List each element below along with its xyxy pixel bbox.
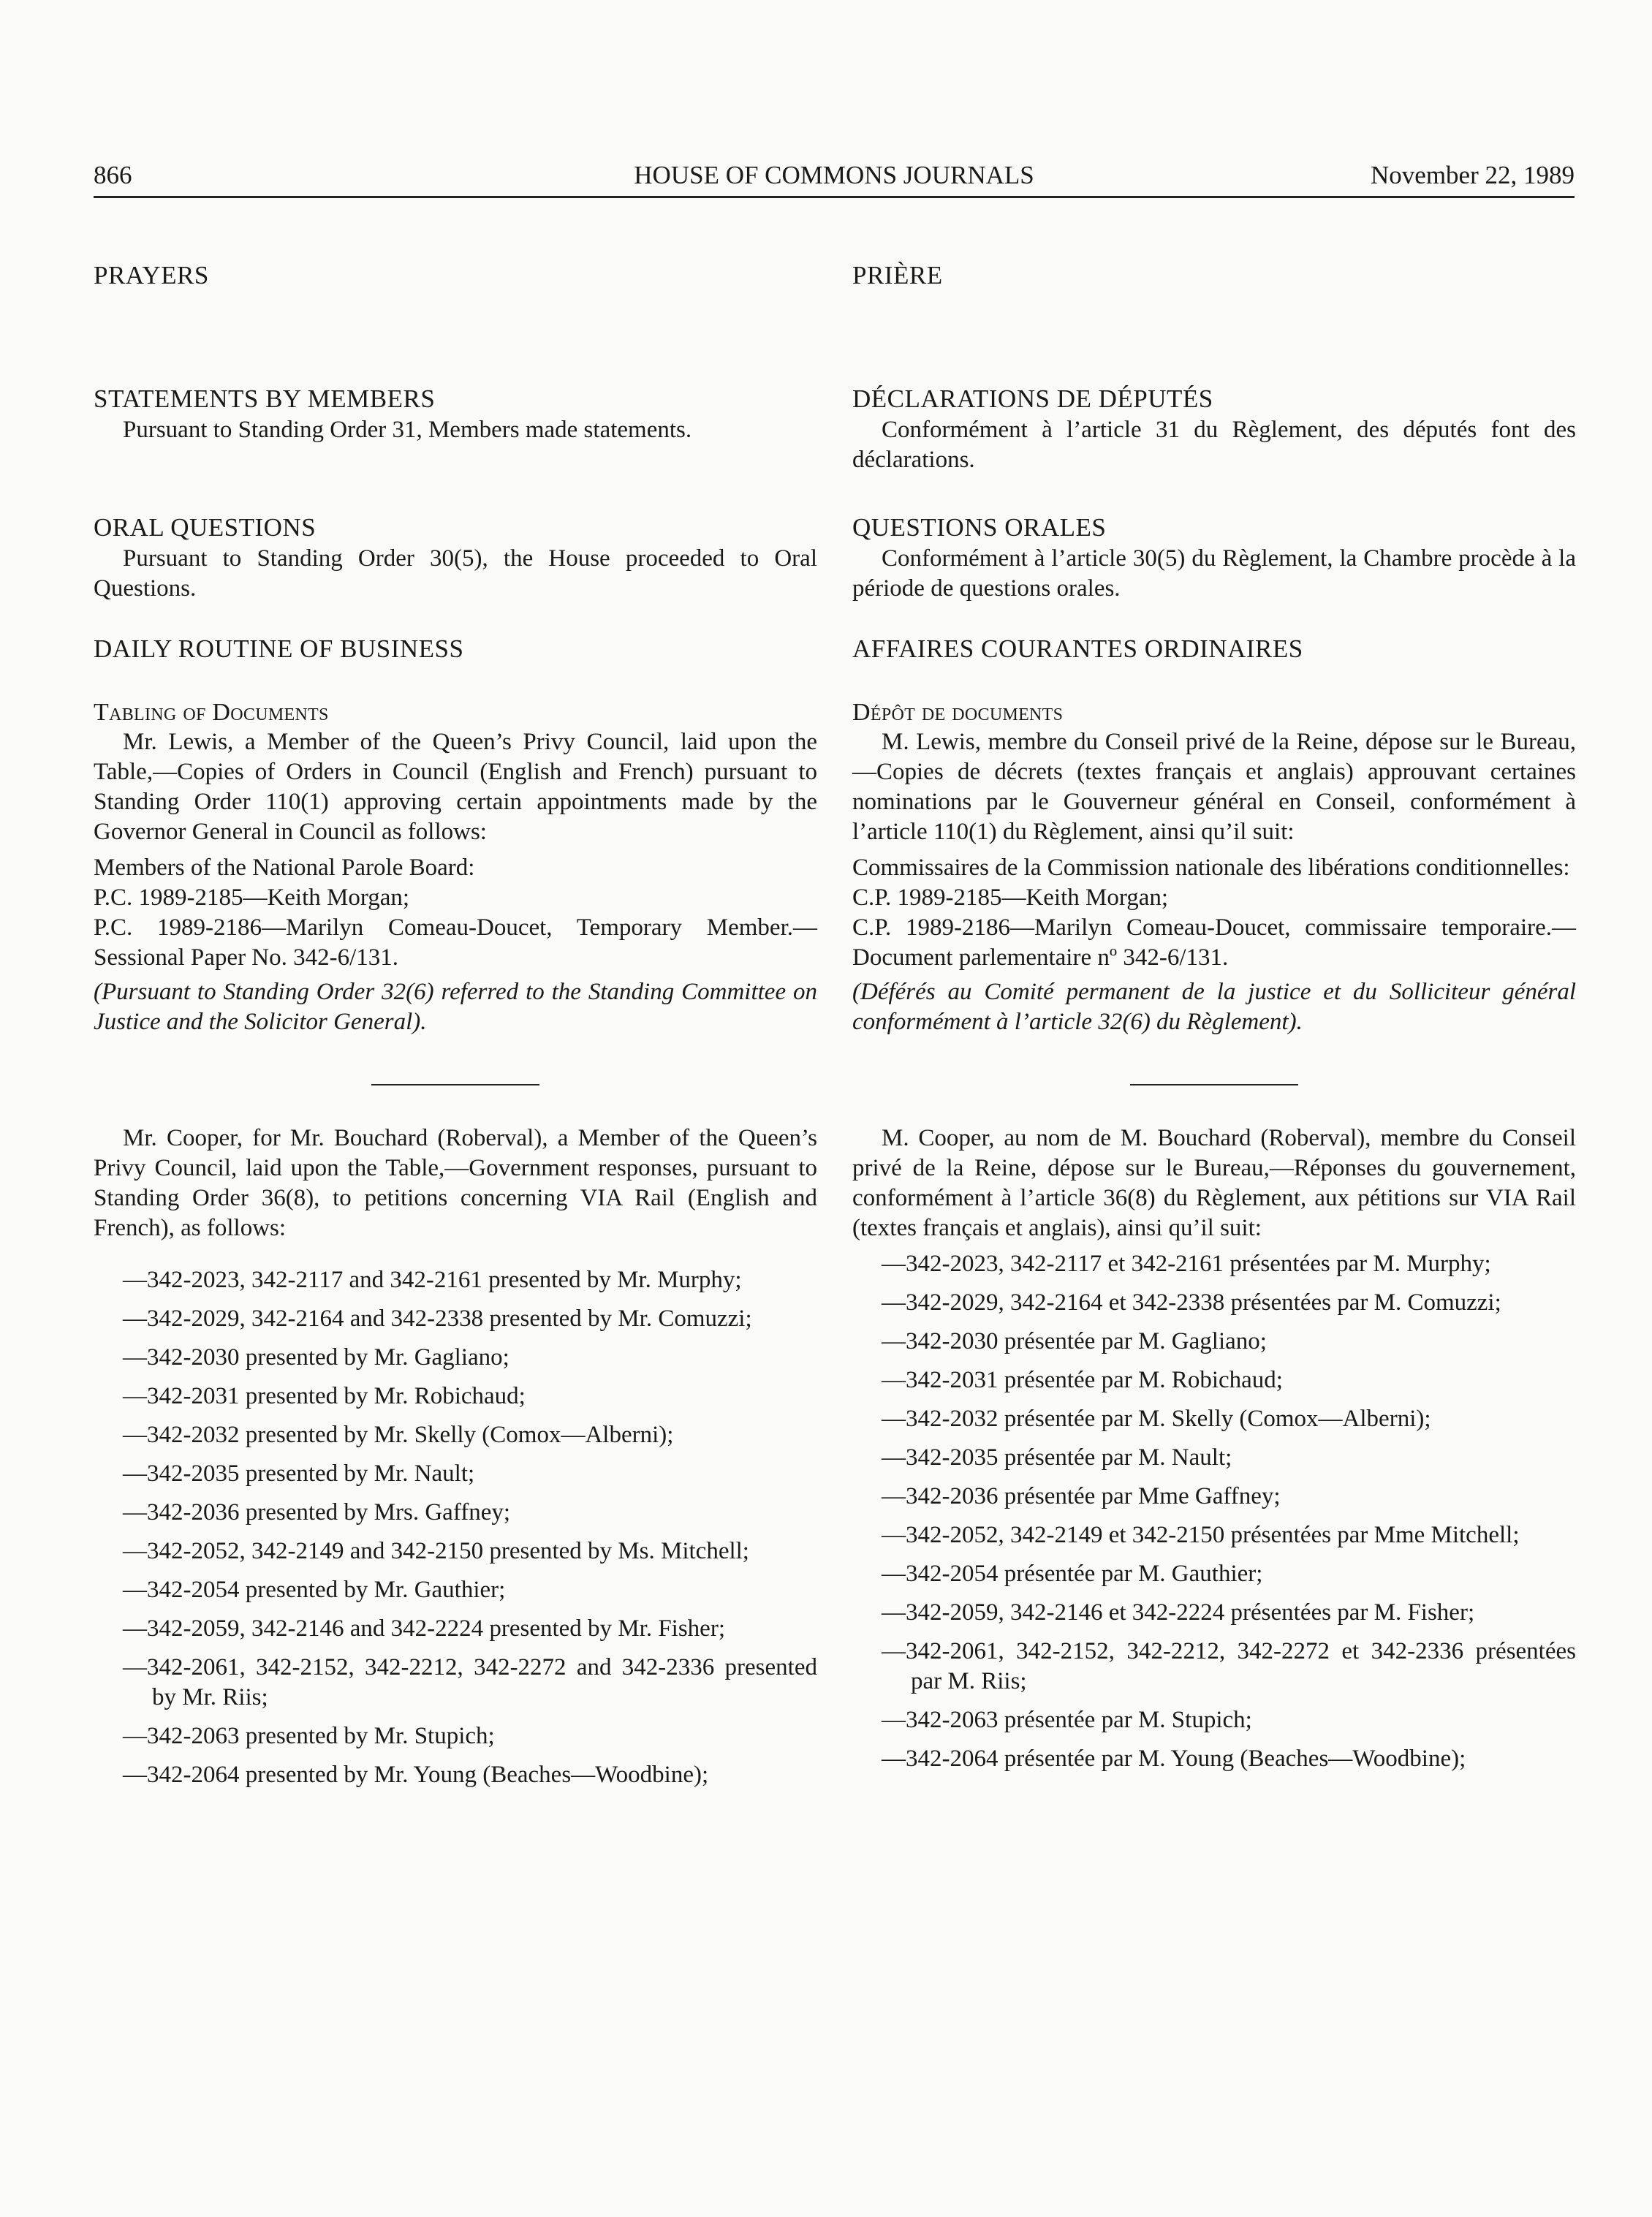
referral-note: (Pursuant to Standing Order 32(6) referred to the Standing Committee on Justice and the Solicitor General). [94, 979, 817, 1035]
french-column [852, 259, 1576, 1783]
list-item: —342-2054 présentée par M. Gauthier; [882, 1561, 1263, 1587]
petition-list [94, 1265, 817, 1790]
oral-questions-heading: ORAL QUESTIONS [94, 513, 317, 542]
order-in-council-2: P.C. 1989-2186—Marilyn Comeau-Doucet, Temporary Member.—Sessional Paper No. 342-6/131. [94, 914, 817, 971]
list-item: —342-2036 presented by Mrs. Gaffney; [123, 1499, 511, 1526]
referral-note: (Déférés au Comité permanent de la justice et du Solliciteur général conformément à l’article 32(6) du Règlement). [852, 979, 1576, 1035]
cooper-text: M. Cooper, au nom de M. Bouchard (Roberval), membre du Conseil privé de la Reine, dépose sur le Bureau,—Réponses du gouvernement, conformément à l’article 36(8) du Règlement, aux pétitions sur VIA Rail (textes français et anglais), ainsi qu’il suit: [852, 1125, 1576, 1241]
routine-heading: DAILY ROUTINE OF BUSINESS [94, 634, 464, 663]
english-column [94, 259, 817, 1799]
list-item: —342-2032 presented by Mr. Skelly (Comox—Alberni); [123, 1422, 674, 1448]
list-item: —342-2030 presented by Mr. Gagliano; [123, 1344, 509, 1371]
page-number: 866 [94, 161, 132, 189]
list-item: —342-2054 presented by Mr. Gauthier; [123, 1577, 506, 1603]
tabling-heading: Dépôt de documents [852, 699, 1064, 726]
order-in-council-1: P.C. 1989-2185—Keith Morgan; [94, 884, 410, 911]
list-item: —342-2063 présentée par M. Stupich; [882, 1707, 1252, 1733]
cooper-text: Mr. Cooper, for Mr. Bouchard (Roberval), a Member of the Queen’s Privy Council, laid upon the Table,—Government responses, pursuant to Standing Order 36(8), to petitions concerning VIA Rail (English and French), as follows: [94, 1125, 817, 1241]
oral-questions-heading: QUESTIONS ORALES [852, 513, 1107, 542]
oral-questions-text: Conformément à l’article 30(5) du Règlement, la Chambre procède à la période de questions orales. [852, 545, 1576, 602]
tabling-text: Mr. Lewis, a Member of the Queen’s Privy Council, laid upon the Table,—Copies of Orders in Council (English and French) pursuant to Standing Order 110(1) approving certain appointments made by the Governor General in Council as follows: [94, 729, 817, 845]
list-item: —342-2029, 342-2164 et 342-2338 présentées par M. Comuzzi; [882, 1289, 1501, 1316]
list-item: —342-2023, 342-2117 and 342-2161 presented by Mr. Murphy; [123, 1267, 742, 1293]
list-item: —342-2035 presented by Mr. Nault; [123, 1460, 475, 1487]
order-in-council-1: C.P. 1989-2185—Keith Morgan; [852, 884, 1169, 911]
list-item: —342-2052, 342-2149 et 342-2150 présentées par Mme Mitchell; [882, 1522, 1520, 1548]
board-line: Commissaires de la Commission nationale des libérations conditionnelles: [852, 854, 1570, 881]
list-item: —342-2035 présentée par M. Nault; [882, 1444, 1232, 1471]
prayers-heading: PRIÈRE [852, 261, 943, 289]
list-item: —342-2032 présentée par M. Skelly (Comox—Alberni); [882, 1406, 1431, 1432]
routine-heading: AFFAIRES COURANTES ORDINAIRES [852, 634, 1303, 663]
list-item: —342-2061, 342-2152, 342-2212, 342-2272 and 342-2336 presented by Mr. Riis; [123, 1654, 817, 1710]
list-item: —342-2064 presented by Mr. Young (Beaches—Woodbine); [123, 1762, 709, 1788]
list-item: —342-2029, 342-2164 and 342-2338 presented by Mr. Comuzzi; [123, 1305, 752, 1332]
list-item: —342-2023, 342-2117 et 342-2161 présentées par M. Murphy; [882, 1251, 1491, 1277]
board-line: Members of the National Parole Board: [94, 854, 475, 881]
statements-text: Conformément à l’article 31 du Règlement, des députés font des déclarations. [852, 417, 1576, 473]
tabling-heading: Tabling of Documents [94, 699, 329, 726]
list-item: —342-2052, 342-2149 and 342-2150 presented by Ms. Mitchell; [123, 1538, 749, 1564]
list-item: —342-2061, 342-2152, 342-2212, 342-2272 et 342-2336 présentées par M. Riis; [882, 1638, 1576, 1694]
list-item: —342-2063 presented by Mr. Stupich; [123, 1723, 495, 1749]
prayers-heading: PRAYERS [94, 261, 209, 289]
journal-title: HOUSE OF COMMONS JOURNALS [634, 161, 1034, 189]
list-item: —342-2031 presented by Mr. Robichaud; [123, 1383, 526, 1409]
petition-list [852, 1249, 1576, 1774]
list-item: —342-2030 présentée par M. Gagliano; [882, 1328, 1267, 1354]
list-item: —342-2059, 342-2146 and 342-2224 presented by Mr. Fisher; [123, 1615, 725, 1642]
statements-text: Pursuant to Standing Order 31, Members made statements. [123, 417, 692, 443]
list-item: —342-2031 présentée par M. Robichaud; [882, 1367, 1283, 1393]
statements-heading: STATEMENTS BY MEMBERS [94, 384, 436, 413]
list-item: —342-2064 présentée par M. Young (Beaches—Woodbine); [882, 1746, 1466, 1772]
order-in-council-2: C.P. 1989-2186—Marilyn Comeau-Doucet, commissaire temporaire.—Document parlementaire nº 342-6/131. [852, 914, 1576, 971]
statements-heading: DÉCLARATIONS DE DÉPUTÉS [852, 384, 1213, 413]
oral-questions-text: Pursuant to Standing Order 30(5), the House proceeded to Oral Questions. [94, 545, 817, 602]
journal-date: November 22, 1989 [1371, 161, 1575, 189]
list-item: —342-2036 présentée par Mme Gaffney; [882, 1483, 1281, 1509]
list-item: —342-2059, 342-2146 et 342-2224 présentées par M. Fisher; [882, 1599, 1475, 1626]
page-header [94, 159, 1575, 198]
tabling-text: M. Lewis, membre du Conseil privé de la Reine, dépose sur le Bureau,—Copies de décrets (textes français et anglais) approuvant certaines nominations par le Gouverneur général en Conseil, conformément à l’article 110(1) du Règlement, ainsi qu’il suit: [852, 729, 1576, 845]
